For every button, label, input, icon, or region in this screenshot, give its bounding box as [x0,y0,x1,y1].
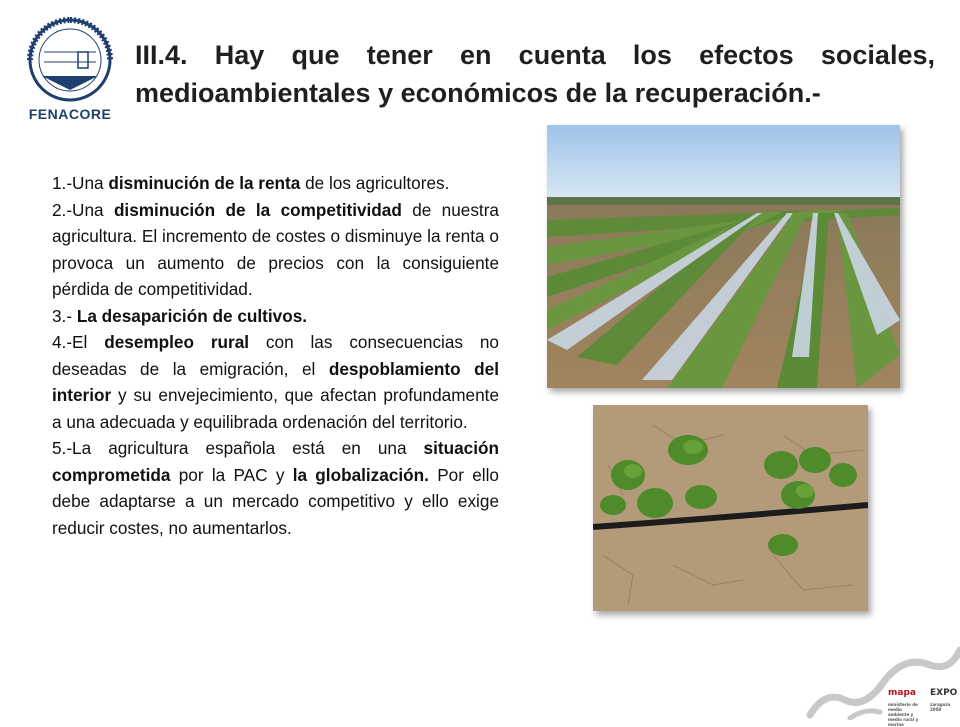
expo-logo-subtitle: zaragoza 2008 [930,702,951,712]
strawberry-drip-irrigation-photo [593,405,868,611]
irrigated-furrows-photo [547,125,900,388]
mapa-logo-label: mapa [888,688,916,698]
title-line-2: medioambientales y económicos de la recuperación.- [135,78,821,108]
list-item: 4.-El desempleo rural con las consecuencias no deseadas de la emigración, el despoblamiento del interior y su envejecimiento, que afectan profundamente a una adecuada y equilibrada ordenación del territorio. [52,332,499,432]
effects-list [52,170,499,541]
list-item: 5.-La agricultura española está en una situación comprometida por la PAC y la globalización. Por ello debe adaptarse a un mercado competitivo y ello exige reducir costes, no aumentarlos. [52,438,499,538]
fenacore-logo [20,16,120,128]
list-item: 1.-Una disminución de la renta de los agricultores. [52,173,450,193]
slide-title [135,36,935,112]
mapa-logo-subtitle: ministerio de medio ambiente y medio rural y marino [888,702,919,727]
expo-logo-label: EXPO [930,688,958,698]
sponsor-corner [790,620,960,727]
list-item: 3.- La desaparición de cultivos. [52,305,308,326]
title-line-1: III.4. Hay que tener en cuenta los efectos sociales, [135,40,935,70]
list-item: 2.-Una disminución de la competitividad de nuestra agricultura. El incremento de costes o disminuye la renta o provoca un aumento de precios con la consiguiente pérdida de competitividad. [52,199,499,299]
fenacore-emblem-icon [20,16,120,108]
fenacore-name: FENACORE [28,106,112,122]
